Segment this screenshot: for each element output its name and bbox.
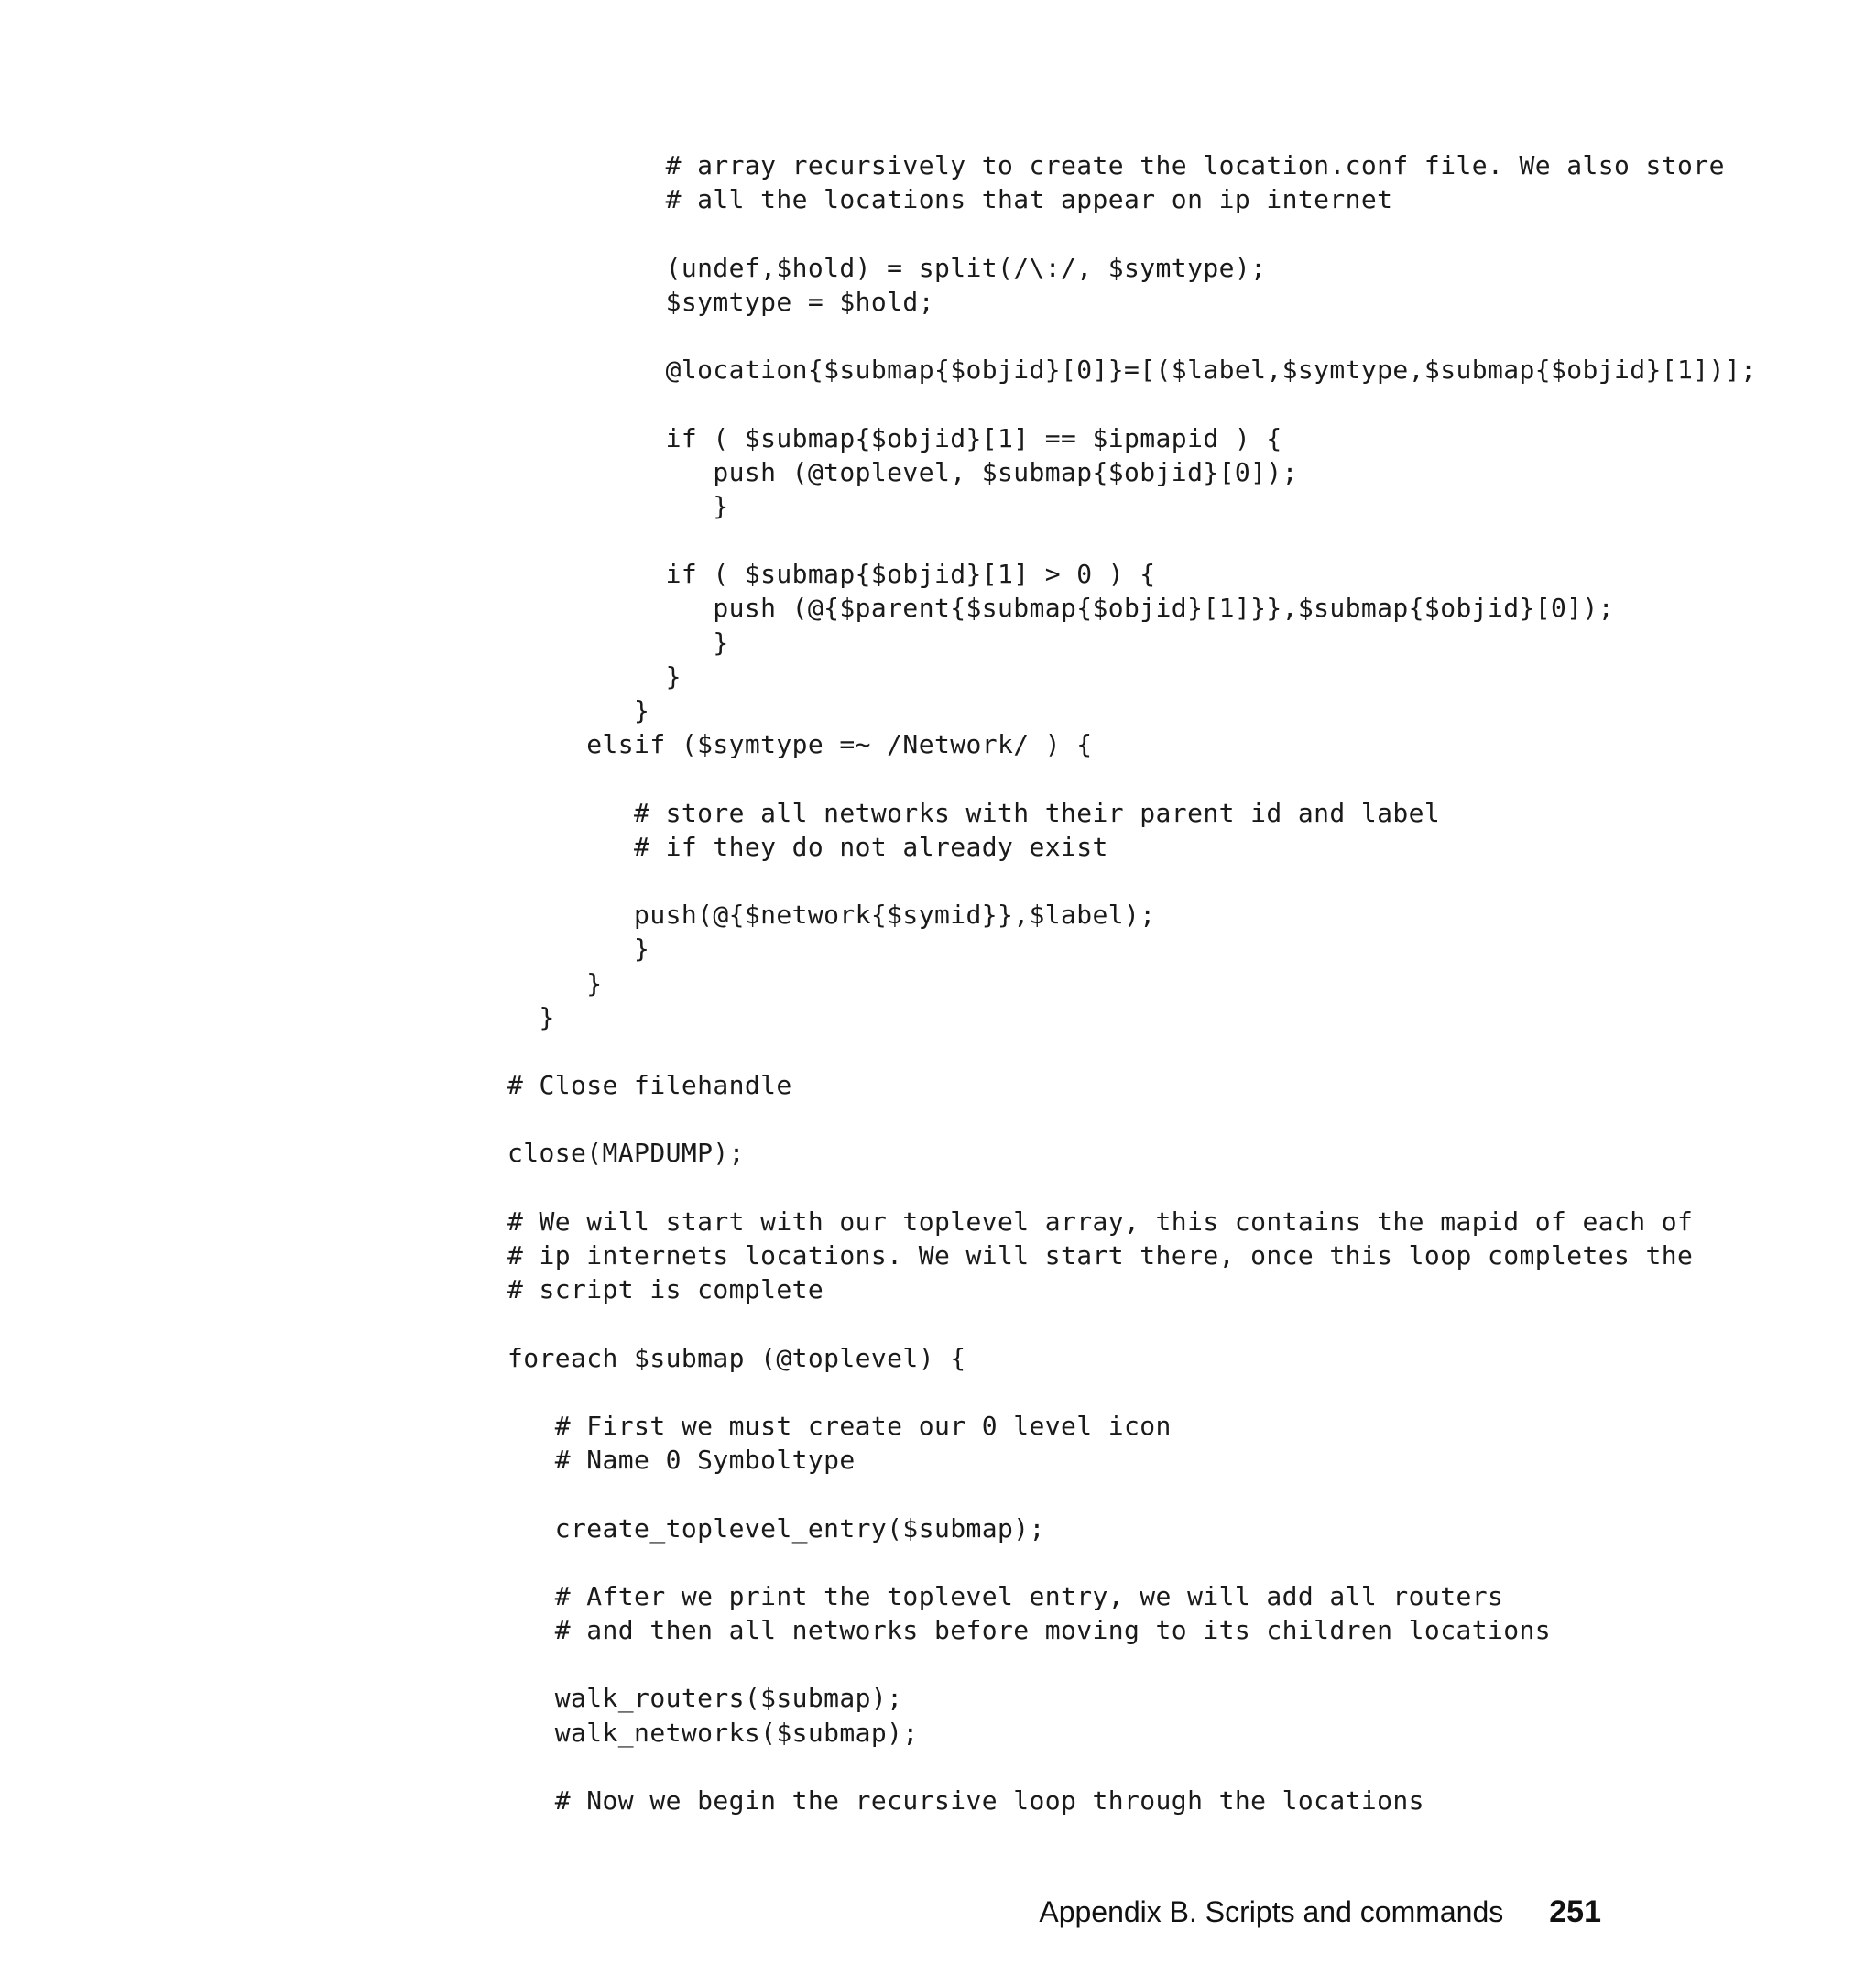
code-line: # store all networks with their parent id and label — [507, 797, 1441, 828]
code-line: # After we print the toplevel entry, we will add all routers — [507, 1580, 1504, 1611]
code-line — [507, 1375, 1698, 1409]
code-line — [507, 1750, 1698, 1784]
code-line — [507, 523, 1698, 557]
code-line: if ( $submap{$objid}[1] > 0 ) { — [507, 559, 1156, 590]
code-line: if ( $submap{$objid}[1] == $ipmapid ) { — [507, 422, 1282, 453]
code-line: foreach $submap (@toplevel) { — [507, 1342, 966, 1373]
page-footer — [1039, 1894, 1601, 1930]
code-line: } — [507, 695, 650, 726]
code-line — [507, 1306, 1698, 1340]
code-line: } — [507, 1001, 555, 1032]
code-line: close(MAPDUMP); — [507, 1138, 745, 1169]
page-number: 251 — [1549, 1894, 1601, 1929]
code-line: } — [507, 490, 729, 521]
code-line: @location{$submap{$objid}[0]}=[($label,$symtype,$submap{$objid}[1])]; — [507, 355, 1757, 386]
code-line: push (@toplevel, $submap{$objid}[0]); — [507, 456, 1298, 487]
code-line — [507, 761, 1698, 795]
code-line: # ip internets locations. We will start there, once this loop completes the — [507, 1240, 1694, 1271]
code-line — [507, 1477, 1698, 1511]
code-line: # Now we begin the recursive loop through the locations — [507, 1785, 1424, 1816]
code-line — [507, 319, 1698, 353]
code-line: # script is complete — [507, 1274, 824, 1305]
code-line: } — [507, 967, 603, 998]
code-line: # First we must create our 0 level icon — [507, 1410, 1172, 1441]
code-line: # array recursively to create the location.conf file. We also store — [507, 150, 1725, 180]
code-line — [507, 216, 1698, 250]
code-line: # all the locations that appear on ip internet — [507, 184, 1393, 215]
footer-chapter-title: Appendix B. Scripts and commands — [1039, 1895, 1504, 1928]
code-line — [507, 864, 1698, 898]
code-line — [507, 1171, 1698, 1205]
code-line: # Name 0 Symboltype — [507, 1445, 856, 1476]
code-line: push (@{$parent{$submap{$objid}[1]}},$submap{$objid}[0]); — [507, 593, 1615, 624]
code-line — [507, 1647, 1698, 1681]
code-line: walk_networks($submap); — [507, 1717, 919, 1748]
code-line: # and then all networks before moving to its children locations — [507, 1615, 1551, 1646]
code-line: $symtype = $hold; — [507, 286, 934, 317]
code-line: push(@{$network{$symid}},$label); — [507, 900, 1156, 931]
code-line: # Close filehandle — [507, 1070, 792, 1101]
code-line: (undef,$hold) = split(/\:/, $symtype); — [507, 252, 1267, 283]
code-line: elsif ($symtype =~ /Network/ ) { — [507, 729, 1093, 760]
code-line: create_toplevel_entry($submap); — [507, 1512, 1045, 1544]
code-listing — [507, 148, 1757, 1817]
code-line — [507, 387, 1698, 420]
code-line: } — [507, 660, 682, 692]
code-line — [507, 1545, 1698, 1579]
code-line: # We will start with our toplevel array, this contains the mapid of each of — [507, 1206, 1694, 1237]
code-line: walk_routers($submap); — [507, 1683, 903, 1714]
code-line — [507, 1034, 1698, 1068]
code-line — [507, 1102, 1698, 1136]
code-line: } — [507, 933, 650, 965]
code-line: # if they do not already exist — [507, 831, 1108, 862]
code-line: } — [507, 627, 729, 658]
